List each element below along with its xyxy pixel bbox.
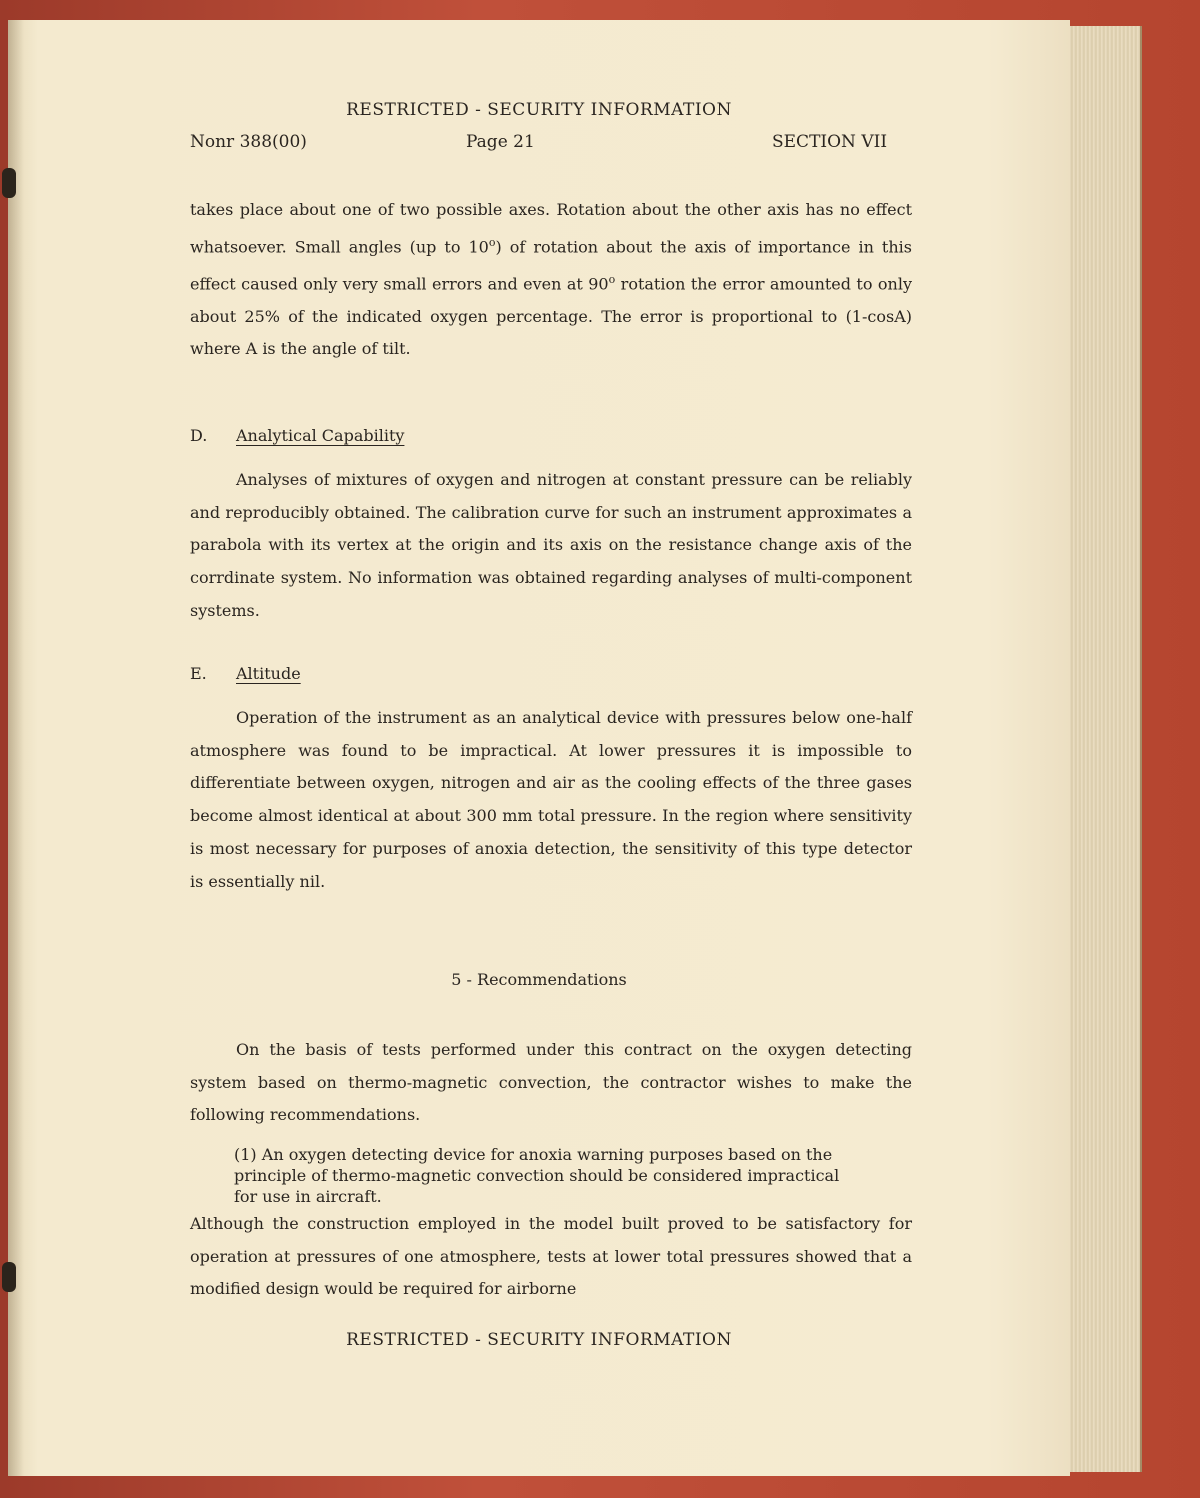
section-label: SECTION VII [772, 132, 888, 152]
page-number: Page 21 [466, 132, 535, 152]
heading-altitude: E. Altitude [190, 664, 301, 683]
paragraph-tilt: takes place about one of two possible axes. Rotation about the other axis has no effect whatsoever. Small angles (up to 10$^o$) of rotation about the axis of importance in this effect caused only very small errors and even at 90$^o$ rotation the error amounted to only about 25% of the indicated oxygen percentage. The error is proportional to (1-cosA) where A is the angle of tilt. [190, 200, 913, 359]
document-id: Nonr 388(00) [190, 132, 307, 152]
footer-classification: RESTRICTED - SECURITY INFORMATION [346, 1330, 732, 1350]
binder-hole [2, 1262, 16, 1292]
recommendation-item: (1) An oxygen detecting device for anoxia warning purposes based on the principle of thermo-magnetic convection should be considered impractical for use in aircraft. [234, 1145, 840, 1206]
header-classification: RESTRICTED - SECURITY INFORMATION [346, 100, 732, 120]
page-edges [1062, 26, 1142, 1472]
paragraph-recommendations-intro: On the basis of tests performed under this contract on the oxygen detecting system based on thermo-magnetic convection, the contractor wishes to make the following recommendations. [190, 1040, 912, 1125]
paragraph-analyses: Analyses of mixtures of oxygen and nitrogen at constant pressure can be reliably and reproducibly obtained. The calibration curve for such an instrument approximates a parabola with its vertex at the origin and its axis on the resistance change axis of the corrdinate system. No information was obtained regarding analyses of multi-component systems. [190, 470, 912, 620]
recommendations-title: 5 - Recommendations [451, 970, 627, 989]
binder-hole [2, 168, 16, 198]
gutter-shadow [8, 20, 24, 1476]
document-page [8, 20, 1070, 1476]
paragraph-altitude: Operation of the instrument as an analytical device with pressures below one-half atmosphere was found to be impractical. At lower pressures it is impossible to differentiate between oxygen, nitrogen and air as the cooling effects of the three gases become almost identical at about 300 mm total pressure. In the region where sensitivity is most necessary for purposes of anoxia detection, the sensitivity of this type detector is essentially nil. [190, 708, 912, 891]
paragraph-construction: Although the construction employed in the model built proved to be satisfactory for operation at pressures of one atmosphere, tests at lower total pressures showed that a modified design would be required for airborne [190, 1214, 912, 1299]
heading-analytical-capability: D. Analytical Capability [190, 426, 405, 445]
